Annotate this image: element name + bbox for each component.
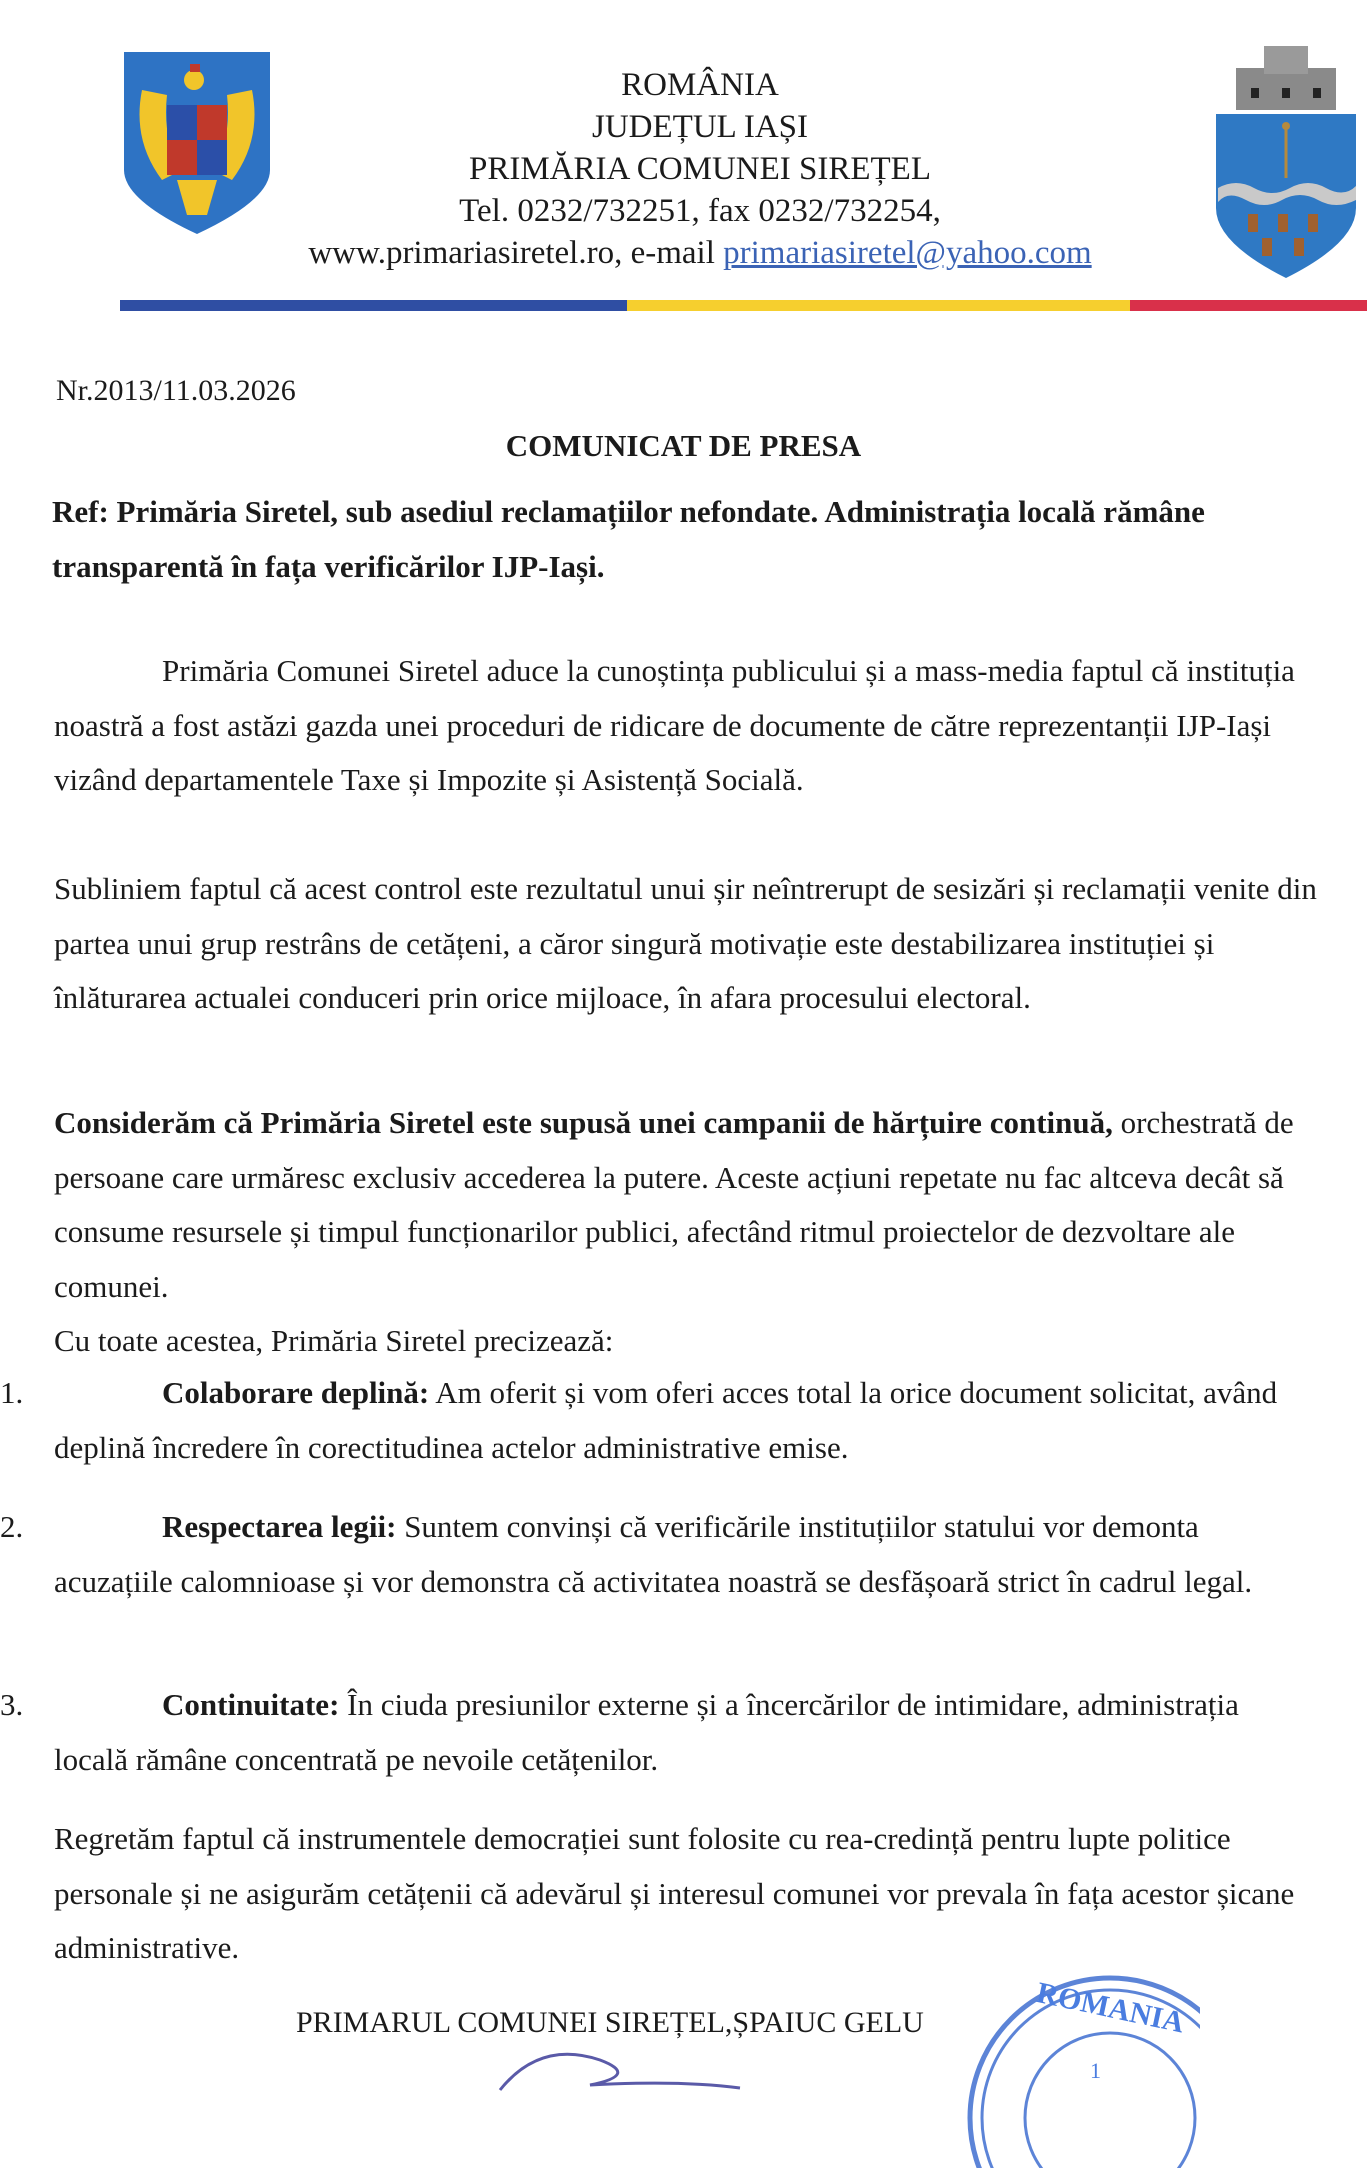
paragraph-closing: Regretăm faptul că instrumentele democrației sunt folosite cu rea-credință pentru lupte politice personale și ne asigurăm cetățenii că adevărul și interesul comunei vor prevala în fața acestor șicane administrative. — [54, 1821, 1295, 1965]
tricolor-divider — [120, 300, 1367, 311]
stamp-text: ROMANIA — [1033, 1976, 1188, 2040]
letterhead-contact — [200, 232, 1200, 274]
list-item-title: Colaborare deplină: — [162, 1375, 430, 1410]
letterhead — [200, 64, 1200, 274]
handwritten-signature — [480, 2040, 1000, 2100]
tricolor-yellow-stripe — [627, 300, 1130, 311]
paragraph-context: Subliniem faptul că acest control este rezultatul unui șir neîntrerupt de sesizări și reclamații venite din partea unui grup restrâns de cetățeni, a căror singură motivație este destabilizarea instituției și înlăturarea actualei conduceri prin orice mijloace, în afara procesului electoral. — [54, 871, 1317, 1015]
list-item-title: Respectarea legii: — [162, 1509, 397, 1544]
paragraph-intro — [54, 644, 1354, 808]
paragraph-list-intro: Cu toate acestea, Primăria Siretel precizează: — [54, 1323, 614, 1358]
letterhead-county: JUDEȚUL IAȘI — [592, 109, 808, 145]
stamp-number: 1 — [1090, 2058, 1101, 2083]
press-release-title: COMUNICAT DE PRESA — [505, 428, 862, 463]
official-stamp-icon — [940, 1968, 1200, 2168]
list-item-text: Am oferit și vom oferi acces total la orice document solicitat, având deplină încredere în corectitudinea actelor administrative emise. — [54, 1375, 1278, 1465]
document-number: Nr.2013/11.03.2026 — [56, 374, 296, 407]
list-item-number: 3. — [0, 1687, 24, 1722]
paragraph-intro-text: Primăria Comunei Siretel aduce la cunoștința publicului și a mass-media faptul că instituția noastră a fost astăzi gazda unei proceduri de ridicare de documente de către reprezentanții IJP-Iași vizând departamentele Taxe și Impozite și Asistență Socială. — [54, 653, 1295, 797]
paragraph-harassment-text: orchestrată de persoane care urmăresc exclusiv accederea la putere. Aceste acțiuni repetate nu fac altceva decât să consume resursele și timpul funcționarilor publici, afectând ritmul proiectelor de dezvoltare ale comunei. — [54, 1105, 1294, 1304]
reference-line: Ref: Primăria Siretel, sub asediul reclamațiilor nefondate. Administrația locală rămâne transparentă în fața verificărilor IJP-Iași. — [52, 494, 1205, 584]
website-text: www.primariasiretel.ro, e-mail — [308, 235, 724, 271]
list-item — [0, 1366, 1320, 1475]
paragraph-harassment — [54, 1096, 1354, 1314]
list-item — [0, 1678, 1320, 1787]
siretel-commune-coat-of-arms-icon — [1206, 38, 1366, 280]
tricolor-blue-stripe — [120, 300, 627, 311]
letterhead-country: ROMÂNIA — [621, 67, 779, 103]
list-item-text: Suntem convinși că verificările instituțiilor statului vor demonta acuzațiile calomnioase și vor demonstra că activitatea noastră se desfășoară strict în cadrul legal. — [54, 1509, 1253, 1599]
email-link[interactable]: primariasiretel@yahoo.com — [723, 235, 1092, 271]
list-item-title: Continuitate: — [162, 1687, 340, 1722]
tricolor-red-stripe — [1130, 300, 1367, 311]
list-item-number: 2. — [0, 1509, 24, 1544]
letterhead-institution: PRIMĂRIA COMUNEI SIREȚEL — [468, 151, 932, 187]
letterhead-phone: Tel. 0232/732251, fax 0232/732254, — [459, 193, 941, 229]
paragraph-harassment-bold: Considerăm că Primăria Siretel este supusă unei campanii de hărțuire continuă, — [54, 1105, 1113, 1140]
list-item-text: În ciuda presiunilor externe și a încercărilor de intimidare, administrația locală rămâne concentrată pe nevoile cetățenilor. — [54, 1687, 1239, 1777]
mayor-signature-line: PRIMARUL COMUNEI SIREȚEL,ȘPAIUC GELU — [296, 2006, 924, 2039]
list-item — [0, 1500, 1320, 1609]
list-item-number: 1. — [0, 1375, 24, 1410]
